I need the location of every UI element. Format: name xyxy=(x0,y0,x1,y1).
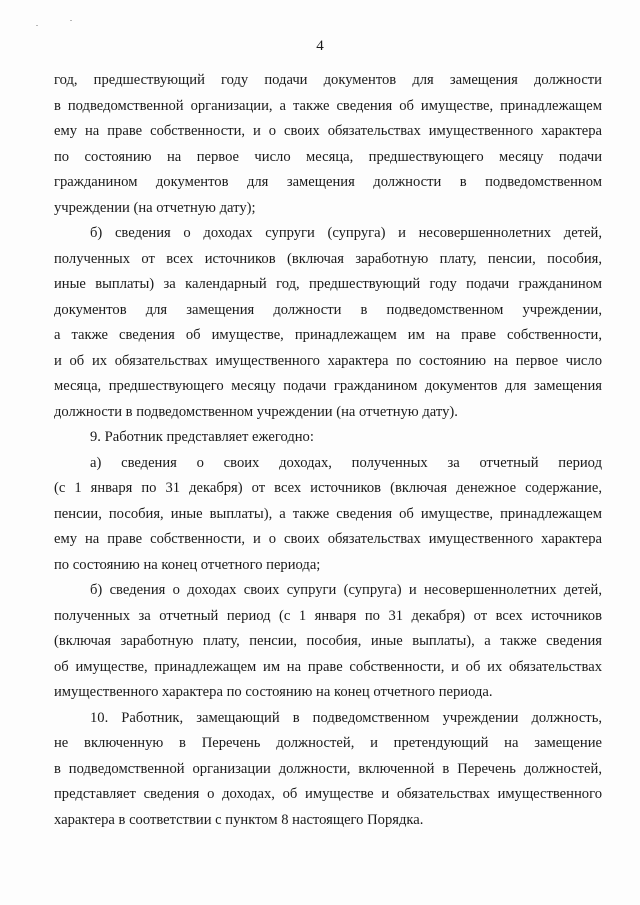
text-line: б) сведения о доходах супруги (супруга) и несовершеннолетних детей, xyxy=(90,225,602,241)
text-line: в подведомственной организации должности, включенной в Перечень должностей, xyxy=(54,760,602,777)
text-line: в подведомственной организации, а также сведения об имуществе, принадлежащем xyxy=(54,97,602,114)
text-line: б) сведения о доходах своих супруги (супруга) и несовершеннолетних детей, xyxy=(90,582,602,598)
text-line: (с 1 января по 31 декабря) от всех источников (включая денежное содержание, xyxy=(54,480,602,496)
scan-speck xyxy=(70,20,72,21)
text-line: должности в подведомственном учреждении (на отчетную дату). xyxy=(54,403,458,420)
text-line: по состоянию на конец отчетного периода; xyxy=(54,556,321,573)
text-line: характера в соответствии с пунктом 8 настоящего Порядка. xyxy=(54,811,424,828)
text-line: ему на праве собственности, и о своих обязательствах имущественного характера xyxy=(54,531,602,547)
paragraph-10 xyxy=(54,706,602,834)
paragraph-9a xyxy=(54,451,602,579)
paragraph-9 xyxy=(54,425,602,451)
text-line: учреждении (на отчетную дату); xyxy=(54,199,256,216)
text-line: имущественного характера по состоянию на конец отчетного периода. xyxy=(54,684,493,700)
text-line: год, предшествующий году подачи документов для замещения должности xyxy=(54,72,602,88)
text-line: документов для замещения должности в подведомственном учреждении, xyxy=(54,301,602,318)
paragraph-continuation xyxy=(54,68,602,221)
text-line: об имуществе, принадлежащем им на праве собственности, и об их обязательствах xyxy=(54,658,602,675)
text-line: гражданином документов для замещения должности в подведомственном xyxy=(54,174,602,190)
text-line: полученных от всех источников (включая заработную плату, пенсии, пособия, xyxy=(54,250,602,267)
text-line: иные выплаты) за календарный год, предшествующий году подачи гражданином xyxy=(54,276,602,292)
paragraph-9b xyxy=(54,578,602,706)
text-line: (включая заработную плату, пенсии, пособия, иные выплаты), а также сведения xyxy=(54,633,602,649)
text-line: ему на праве собственности, и о своих обязательствах имущественного характера xyxy=(54,123,602,139)
text-line: представляет сведения о доходах, об имуществе и обязательствах имущественного xyxy=(54,786,602,802)
text-line: месяца, предшествующего месяцу подачи гражданином документов для замещения xyxy=(54,378,602,394)
text-line: полученных за отчетный период (с 1 января по 31 декабря) от всех источников xyxy=(54,607,602,624)
text-line: а) сведения о своих доходах, полученных за отчетный период xyxy=(90,454,602,471)
text-line: пенсии, пособия, иные выплаты), а также сведения об имуществе, принадлежащем xyxy=(54,505,602,522)
page-number: 4 xyxy=(316,38,324,54)
text-line: а также сведения об имуществе, принадлежащем им на праве собственности, xyxy=(54,327,602,343)
text-line: по состоянию на первое число месяца, предшествующего месяцу подачи xyxy=(54,148,602,165)
document-body xyxy=(54,68,602,833)
scan-speck xyxy=(36,25,38,26)
paragraph-8b xyxy=(54,221,602,425)
text-line: 10. Работник, замещающий в подведомственном учреждении должность, xyxy=(90,709,602,726)
text-line: не включенную в Перечень должностей, и претендующий на замещение xyxy=(54,735,602,751)
text-line: и об их обязательствах имущественного характера по состоянию на первое число xyxy=(54,352,602,369)
text-line: 9. Работник представляет ежегодно: xyxy=(90,429,314,445)
